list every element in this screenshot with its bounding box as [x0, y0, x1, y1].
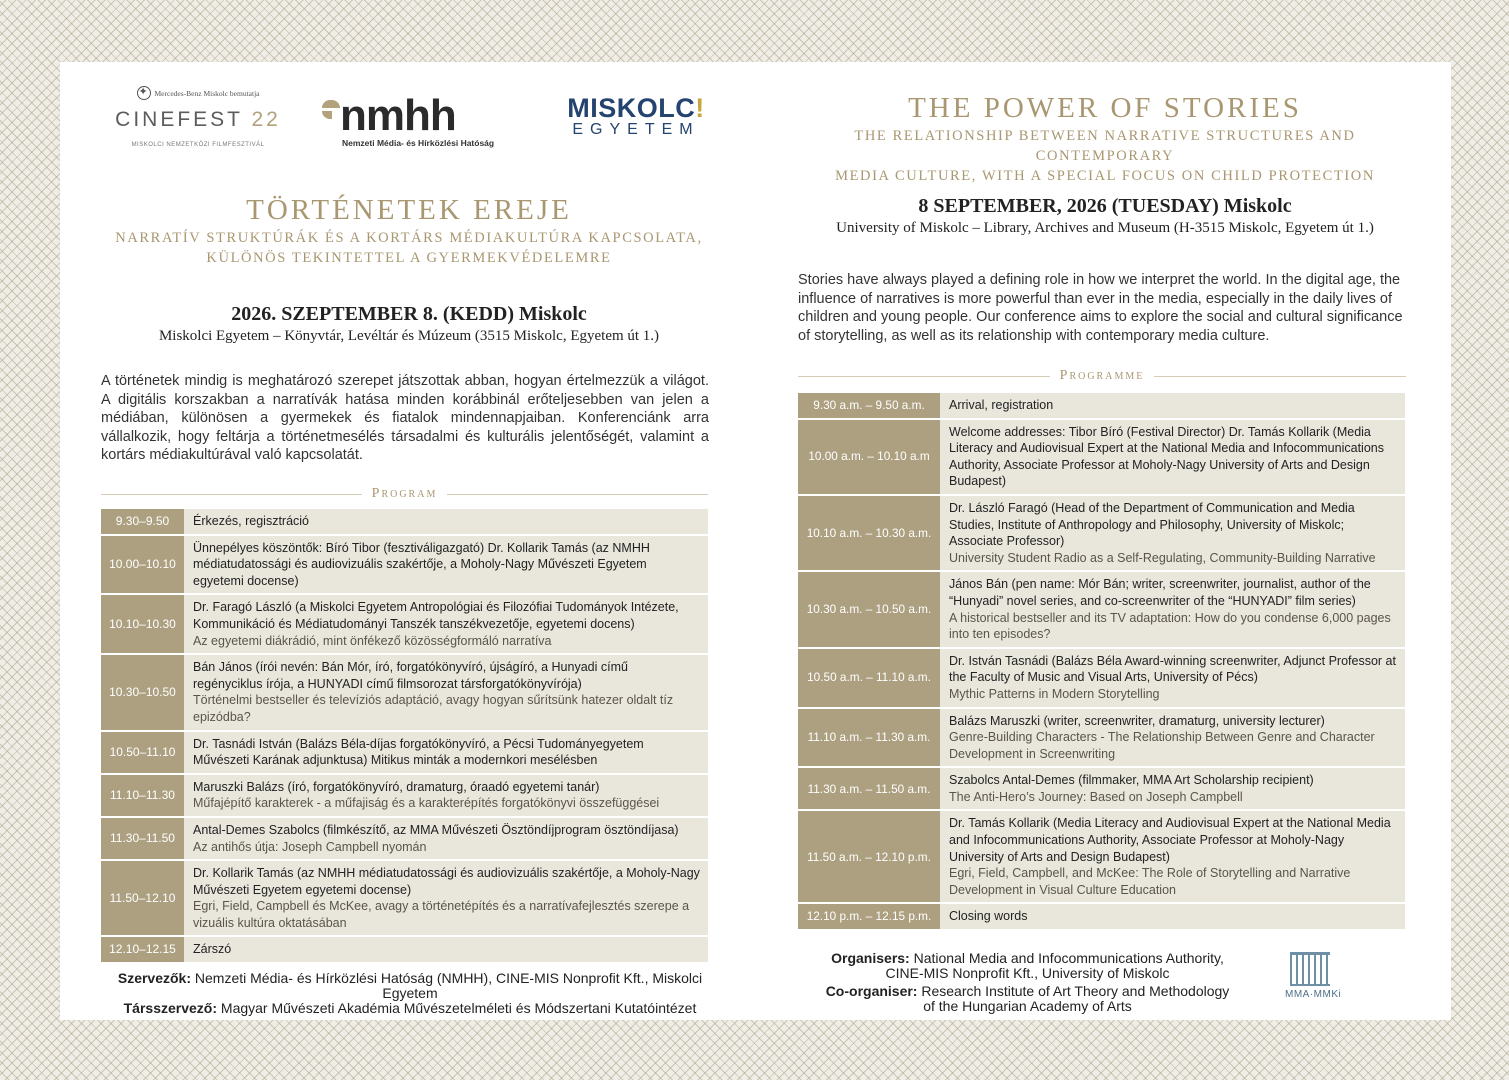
organisers-label: Szervezők: [117, 970, 192, 986]
speaker-text: Dr. István Tasnádi (Balázs Béla Award-winning screenwriter, Adjunct Professor at the Faculty of Music and Visual Arts, University of Pécs) [949, 653, 1396, 685]
coorganiser-label: Társszervező: [123, 1000, 218, 1016]
talk-title: A historical bestseller and its TV adaptation: How do you condense 6,000 pages into ten episodes? [949, 610, 1391, 642]
hu-subtitle: NARRATÍV STRUKTÚRÁK ÉS A KORTÁRS MÉDIAKULTÚRA KAPCSOLATA, KÜLÖNÖS TEKINTETTEL A GYERMEKVÉDELEMRE [115, 230, 703, 266]
talk-title: Mythic Patterns in Modern Storytelling [949, 686, 1160, 701]
speaker-text: Dr. Tasnádi István (Balázs Béla-díjas forgatókönyvíró, a Pécsi Tudományegyetem Művészeti Karának adjunktusa) Mitikus minták a modernkori mesélésben [193, 736, 644, 768]
speaker-text: Dr. Faragó László (a Miskolci Egyetem Antropológiai és Filozófiai Tudományok Intézete, Kommunikáció és Médiatudományi Tanszék tanszékvezetője, egyetemi docens) [193, 600, 679, 631]
schedule-item [940, 571, 1405, 647]
schedule-time: 11.50–12.10 [101, 860, 184, 936]
en-date: 8 SEPTEMBER, 2026 (TUESDAY) Miskolc [918, 195, 1292, 217]
hu-intro: A történetek mindig is meghatározó szerepet játszottak abban, hogyan értelmezzük a világot. A digitális korszakban a narratívák hatása minden korábbinál erőteljesebben van jelen a médiában, különösen a gyermekek és fiatalok mindennapjaiban. Konferenciánk arra vállalkozik, hogy feltárja a történetmesélés társadalmi és kulturális jelentőségét, valamint a kortárs médiakultúrával való kapcsolatát. [101, 373, 709, 464]
english-column [795, 62, 1415, 1020]
en-organisers: Organisers: National Media and Infocommunications Authority, CINE-MIS Nonprofit Kft., University of Miskolc Co-organiser: Research Institute of Art Theory and Methodology of the Hungarian Academy of Arts [825, 950, 1230, 1014]
schedule-item [940, 419, 1405, 495]
schedule-time: 11.10 a.m. – 11.30 a.m. [798, 708, 940, 768]
en-title: THE POWER OF STORIES [908, 92, 1302, 124]
hu-schedule-table [101, 509, 708, 964]
schedule-item [184, 509, 708, 535]
speaker-text: Bán János (írói nevén: Bán Mór, író, forgatókönyvíró, újságíró, a Hunyadi című regényciklus írója, a HUNYADI című filmsorozat társforgatókönyvírója) [193, 660, 628, 691]
hu-programme-heading [101, 486, 708, 502]
speaker-text: Arrival, registration [949, 398, 1054, 412]
nmhh-mark-icon [322, 100, 344, 122]
speaker-text: Ünnepélyes köszöntők: Bíró Tibor (fesztiváligazgató) Dr. Kollarik Tamás (az NMHH médiatudatossági és audiovizuális szakértője, a Moholy-Nagy Művészeti Egyetem egyetemi docense) [193, 540, 650, 588]
schedule-item [184, 817, 708, 860]
schedule-row [101, 936, 708, 963]
hu-venue: Miskolci Egyetem – Könyvtár, Levéltár és Múzeum (3515 Miskolc, Egyetem út 1.) [158, 328, 660, 344]
divider [447, 494, 708, 495]
speaker-text: Antal-Demes Szabolcs (filmkészítő, az MMA Művészeti Ösztöndíjprogram ösztöndíjasa) [193, 822, 679, 837]
divider [798, 376, 1050, 377]
speaker-text: Dr. László Faragó (Head of the Department of Communication and Media Studies, Institute of Anthropology and Philosophy, University of Miskolc; Associate Professor) [949, 500, 1355, 549]
schedule-item [940, 495, 1405, 571]
schedule-row [101, 817, 708, 860]
schedule-time: 10.50–11.10 [101, 731, 184, 774]
programme-sheet [60, 62, 1451, 1020]
talk-title: Az antihős útja: Joseph Campbell nyomán [193, 839, 427, 854]
schedule-time: 10.00–10.10 [101, 535, 184, 595]
cinefest-logo [98, 86, 298, 148]
column-capital-icon [1290, 952, 1330, 986]
en-intro: Stories have always played a defining role in how we interpret the world. In the digital age, the influence of narratives is more powerful than ever in the media, especially in the daily lives of children and young people. Our conference aims to explore the social and cultural significance of storytelling, as well as its relationship with contemporary media culture. [798, 272, 1403, 344]
talk-title: The Anti-Hero’s Journey: Based on Joseph Campbell [949, 789, 1243, 804]
talk-title: Egri, Field, Campbell és McKee, avagy a történetépítés és a narratívafejlesztés szerepe a vizuális kultúra oktatásában [193, 899, 690, 930]
organisers-label: Organisers: [831, 950, 910, 966]
schedule-time: 10.10 a.m. – 10.30 a.m. [798, 495, 940, 571]
schedule-row [101, 774, 708, 817]
schedule-time: 9.30–9.50 [101, 509, 184, 535]
schedule-item [184, 860, 708, 936]
schedule-item [940, 903, 1405, 930]
nmhh-subtitle: Nemzeti Média- és Hírközlési Hatóság [342, 138, 495, 148]
schedule-row [101, 731, 708, 774]
speaker-text: Welcome addresses: Tibor Bíró (Festival Director) Dr. Tamás Kollarik (Media Literacy and Audiovisual Expert at the National Media and Infocommunications Authority, Associate Professor at Moholy-Nagy University of Arts and Design Budapest) [949, 424, 1384, 489]
talk-title: Az egyetemi diákrádió, mint önfékező közösségformáló narratíva [193, 633, 552, 648]
talk-title: Egri, Field, Campbell, and McKee: The Role of Storytelling and Narrative Development in Visual Culture Education [949, 866, 1351, 897]
sponsor-text: Mercedes-Benz Miskolc bemutatja [154, 88, 260, 98]
schedule-row [101, 509, 708, 535]
schedule-time: 11.10–11.30 [101, 774, 184, 817]
schedule-time: 10.50 a.m. – 11.10 a.m. [798, 648, 940, 708]
talk-title: Műfajépítő karakterek - a műfajiság és a karakterépítés forgatókönyvi összefüggései [193, 796, 660, 811]
schedule-row [798, 571, 1405, 647]
schedule-item [940, 393, 1405, 419]
speaker-text: Maruszki Balázs (író, forgatókönyvíró, dramaturg, óraadó egyetemi tanár) [193, 779, 600, 794]
schedule-time: 10.10–10.30 [101, 594, 184, 654]
schedule-row [101, 535, 708, 595]
sponsor-line [98, 86, 298, 100]
en-programme-label: Programme [1059, 368, 1145, 383]
schedule-row [798, 767, 1405, 810]
mma-label: MMA·MMKi [1285, 989, 1342, 1000]
hu-organisers: Szervezők: Nemzeti Média- és Hírközlési Hatóság (NMHH), CINE-MIS Nonprofit Kft., Miskolci Egyetem Társszervező: Magyar Művészeti Akadémia Művészetelméleti és Módszertani Kutatóintézet [117, 970, 703, 1016]
speaker-text: Érkezés, regisztráció [193, 514, 310, 528]
schedule-row [101, 860, 708, 936]
hu-title: TÖRTÉNETEK EREJE [246, 194, 572, 226]
speaker-text: Szabolcs Antal-Demes (filmmaker, MMA Art Scholarship recipient) [949, 773, 1314, 788]
schedule-item [184, 535, 708, 595]
schedule-time: 12.10 p.m. – 12.15 p.m. [798, 903, 940, 930]
miskolci-word: MISKOLC! [567, 93, 705, 123]
schedule-time: 12.10–12.15 [101, 936, 184, 963]
schedule-time: 11.50 a.m. – 12.10 p.m. [798, 810, 940, 903]
schedule-item [184, 654, 708, 730]
schedule-time: 10.30 a.m. – 10.50 a.m. [798, 571, 940, 647]
schedule-row [101, 654, 708, 730]
schedule-row [798, 419, 1405, 495]
cinefest-subtitle: MISKOLCI NEMZETKÖZI FILMFESZTIVÁL [131, 142, 265, 148]
coorganiser-label: Co-organiser: [825, 983, 918, 999]
talk-title: University Student Radio as a Self-Regulating, Community-Building Narrative [949, 550, 1376, 565]
schedule-time: 9.30 a.m. – 9.50 a.m. [798, 393, 940, 419]
en-programme-heading [798, 368, 1406, 384]
mercedes-star-icon [137, 86, 151, 100]
schedule-item [940, 810, 1405, 903]
logo-row [98, 80, 720, 180]
speaker-text: Balázs Maruszki (writer, screenwriter, dramaturg, university lecturer) [949, 713, 1325, 728]
schedule-time: 10.00 a.m. – 10.10 a.m [798, 419, 940, 495]
schedule-row [101, 594, 708, 654]
schedule-time: 11.30 a.m. – 11.50 a.m. [798, 767, 940, 810]
speaker-text: Dr. Kollarik Tamás (az NMHH médiatudatossági és audiovizuális szakértője, a Moholy-Nagy Művészeti Egyetem egyetemi docense) [193, 866, 700, 897]
hu-date: 2026. SZEPTEMBER 8. (KEDD) Miskolc [231, 303, 587, 325]
cinefest-name: CINEFEST 22 [115, 108, 281, 131]
schedule-row [798, 495, 1405, 571]
schedule-item [940, 767, 1405, 810]
schedule-item [184, 774, 708, 817]
speaker-text: Zárszó [193, 942, 232, 957]
speaker-text: Closing words [949, 909, 1028, 924]
nmhh-logo [320, 91, 535, 148]
nmhh-word: nmhh [340, 91, 456, 140]
speaker-text: Dr. Tamás Kollarik (Media Literacy and Audiovisual Expert at the National Media and Infocommunications Authority, Associate Professor at Moholy-Nagy University of Arts and Design Budapest) [949, 816, 1391, 864]
schedule-row [798, 648, 1405, 708]
mma-mmki-logo [1285, 952, 1342, 1000]
schedule-item [184, 594, 708, 654]
divider [101, 494, 362, 495]
speaker-text: János Bán (pen name: Mór Bán; writer, screenwriter, journalist, author of the “Hunyadi” novel series, and co-screenwriter of the “HUNYADI” film series) [949, 577, 1371, 608]
en-subtitle: THE RELATIONSHIP BETWEEN NARRATIVE STRUCTURES AND CONTEMPORARY MEDIA CULTURE, WITH A SPECIAL FOCUS ON CHILD PROTECTION [835, 128, 1375, 184]
talk-title: Genre-Building Characters - The Relationship Between Genre and Character Development in Screenwriting [949, 730, 1375, 761]
schedule-item [940, 708, 1405, 768]
miskolci-egyetem-logo [556, 94, 716, 138]
hu-programme-label: Program [371, 486, 438, 501]
schedule-item [184, 936, 708, 963]
egyetem-word: EGYETEM [572, 121, 700, 138]
schedule-row [798, 708, 1405, 768]
schedule-row [798, 903, 1405, 930]
schedule-time: 10.30–10.50 [101, 654, 184, 730]
cinefest-year: 22 [251, 108, 281, 131]
en-venue: University of Miskolc – Library, Archives and Museum (H-3515 Miskolc, Egyetem út 1.) [836, 220, 1374, 236]
schedule-item [184, 731, 708, 774]
hungarian-column [98, 62, 720, 1020]
en-schedule-table [798, 393, 1405, 931]
schedule-row [798, 393, 1405, 419]
divider [1154, 376, 1406, 377]
schedule-time: 11.30–11.50 [101, 817, 184, 860]
talk-title: Történelmi bestseller és televíziós adaptáció, avagy hogyan sűrítsünk hatezer oldalt tíz epizódba? [193, 693, 674, 724]
schedule-item [940, 648, 1405, 708]
schedule-row [798, 810, 1405, 903]
